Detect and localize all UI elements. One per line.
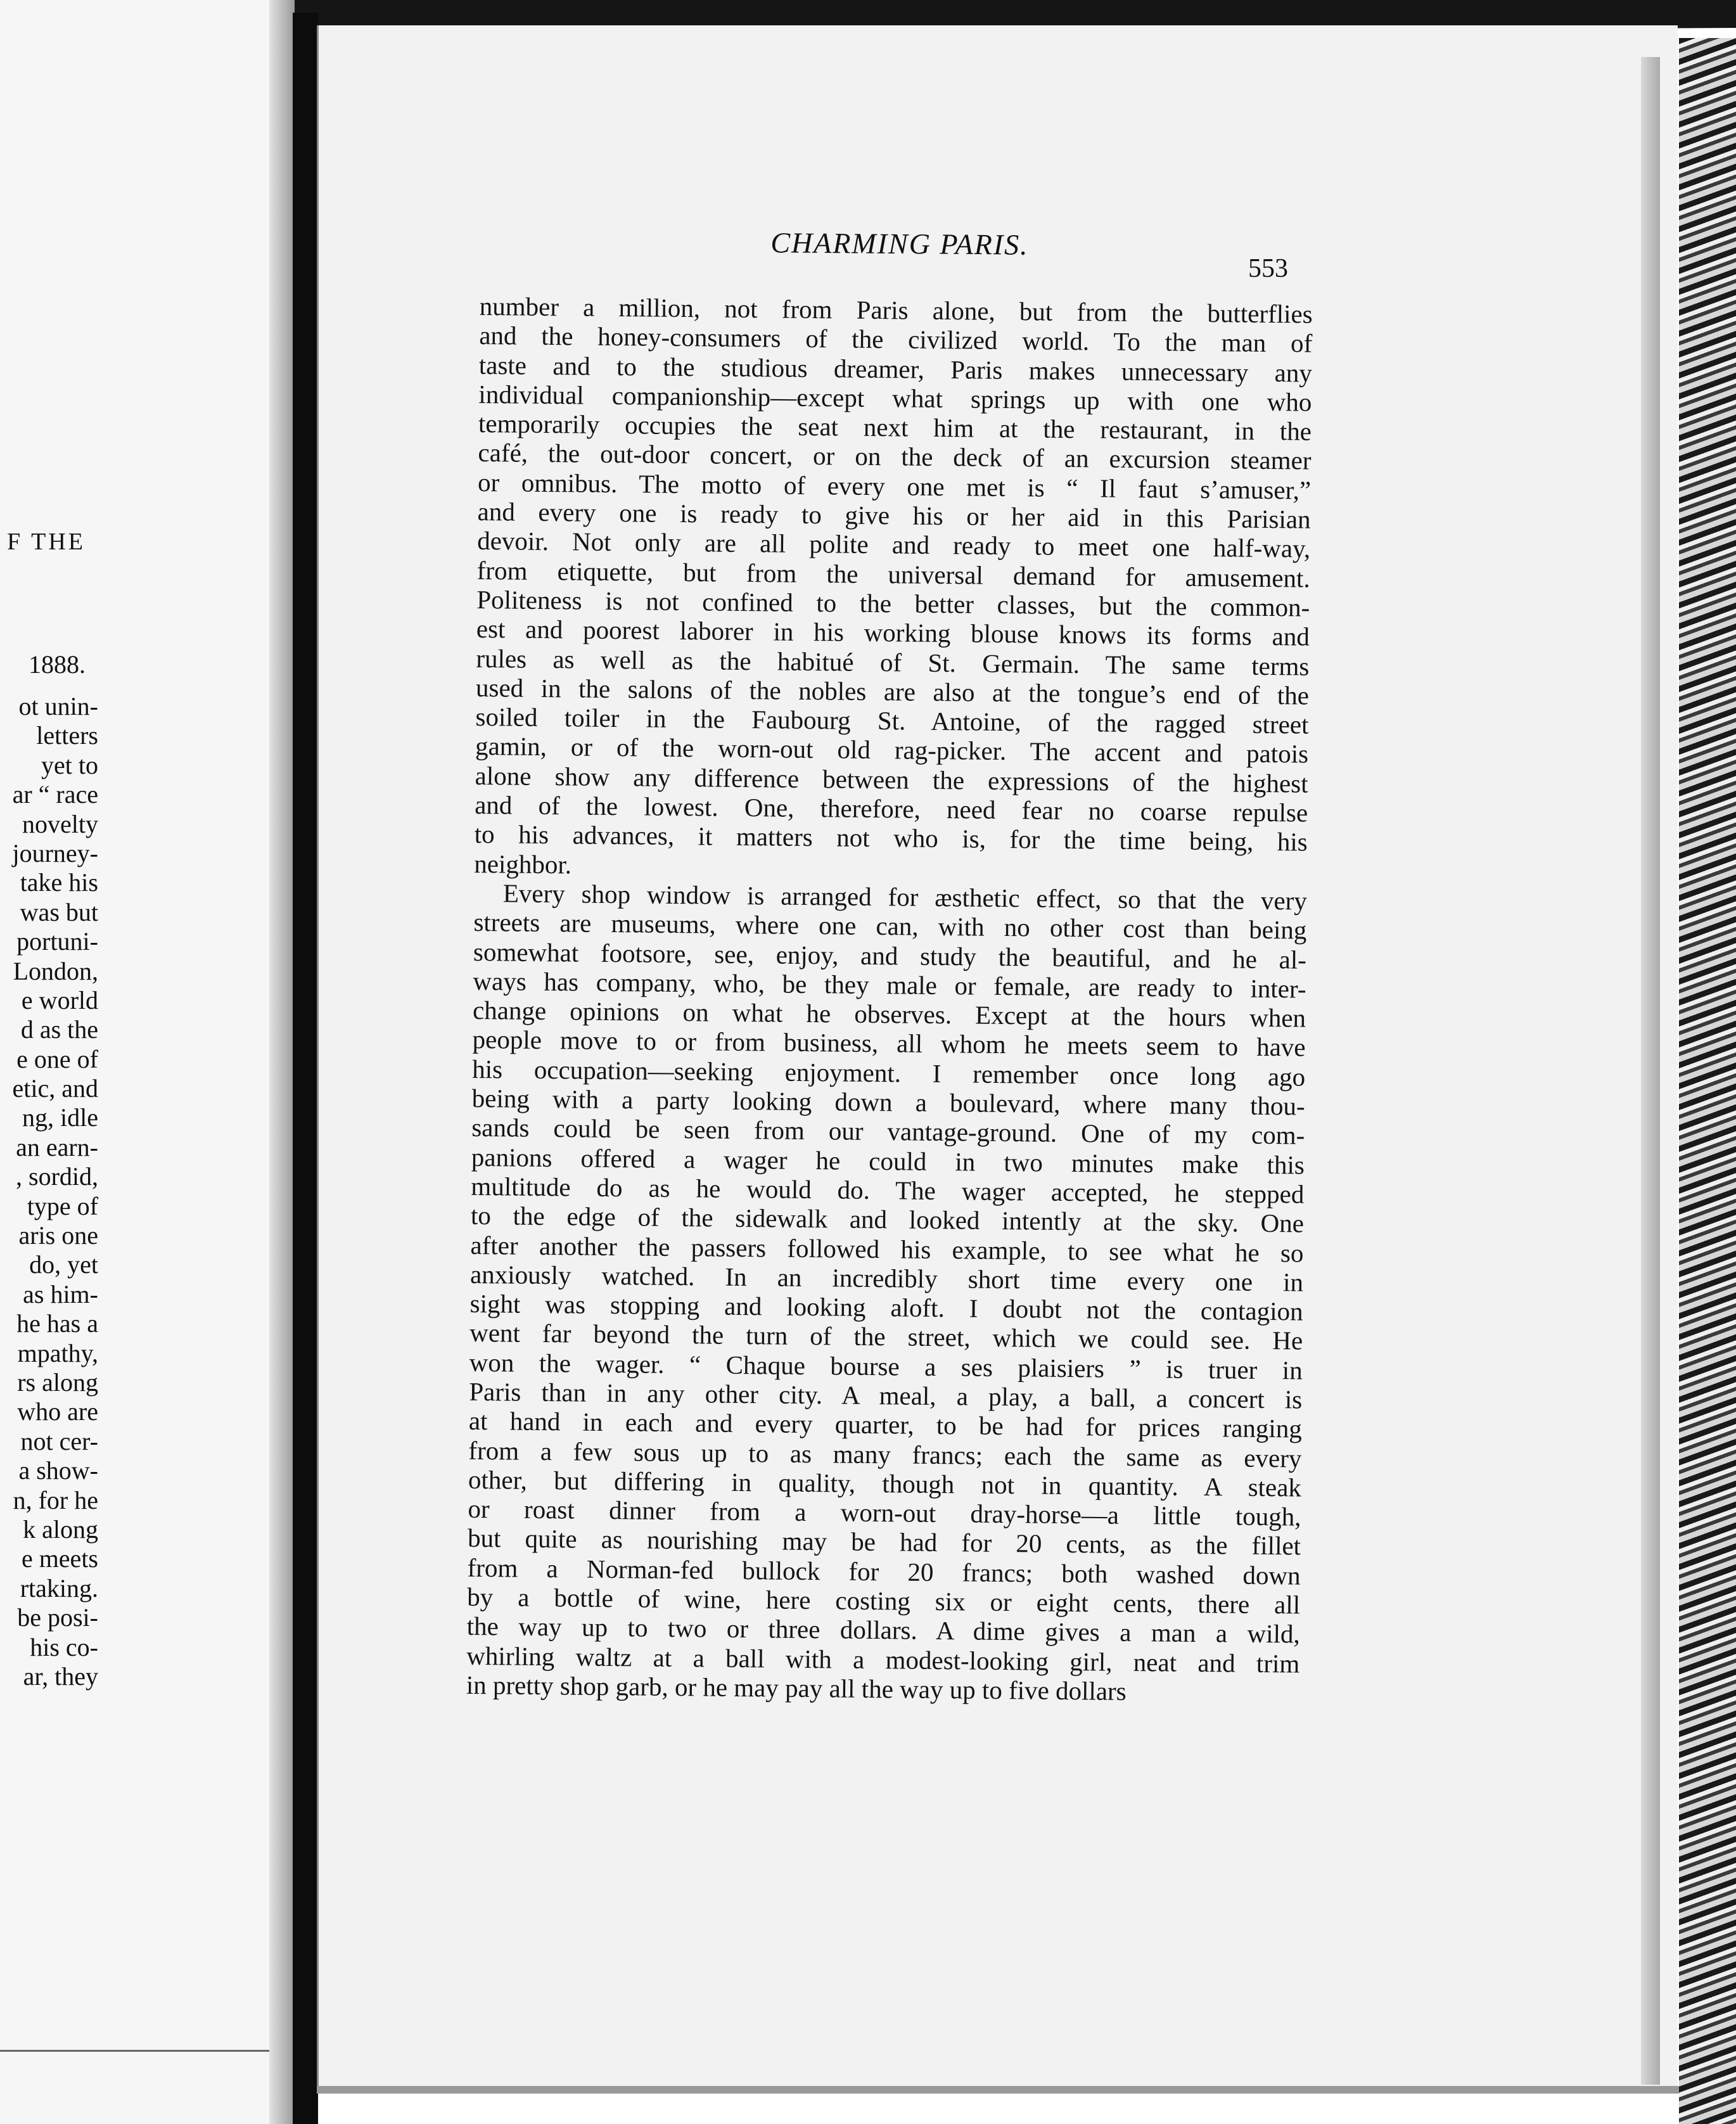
text-line: or roast dinner from a worn-out dray-horse—a little tough, — [468, 1494, 1301, 1532]
text-line: taste and to the studious dreamer, Paris makes unnecessary any — [478, 350, 1313, 388]
text-line: from a few sous up to as many francs; each the same as every — [468, 1435, 1302, 1473]
left-text-line: rs along — [17, 1367, 98, 1397]
page-stack-edge — [1641, 57, 1660, 2085]
text-line: to the edge of the sidewalk and looked intently at the sky. One — [470, 1201, 1305, 1238]
left-text-line: London, — [13, 956, 98, 985]
text-line: by a bottle of wine, here costing six or eight cents, there all — [467, 1582, 1301, 1620]
text-line: sight was stopping and looking aloft. I doubt not the contagion — [469, 1289, 1303, 1326]
left-text-line: who are — [17, 1397, 98, 1426]
left-text-line: e world — [21, 985, 98, 1014]
left-page-date: 1888. — [29, 650, 86, 679]
left-text-line: novelty — [22, 809, 98, 838]
text-line: his occupation—seeking enjoyment. I remember once long ago — [472, 1054, 1306, 1092]
text-line: being with a party looking down a boulevard, where many thou- — [471, 1083, 1305, 1121]
text-line: neighbor. — [474, 848, 572, 880]
text-line: and the honey-consumers of the civilized world. To the man of — [479, 321, 1313, 358]
left-text-line: journey- — [12, 838, 98, 867]
left-page — [0, 0, 289, 2124]
text-line: alone show any difference between the expressions of the highest — [475, 760, 1308, 798]
text-line: soiled toiler in the Faubourg St. Antoine, of the ragged street — [475, 702, 1309, 739]
text-line: anxiously watched. In an incredibly short time every one in — [469, 1259, 1304, 1297]
left-text-line: not cer- — [20, 1426, 98, 1455]
text-line: est and poorest laborer in his working blouse knows its forms and — [476, 614, 1310, 651]
left-text-line: e one of — [16, 1044, 98, 1073]
left-text-line: letters — [36, 721, 98, 750]
left-text-line: ng, idle — [22, 1103, 98, 1132]
left-text-line: be posi- — [17, 1603, 98, 1632]
left-text-line: etic, and — [12, 1074, 98, 1103]
text-line: used in the salons of the nobles are also at the tongue’s end of the — [475, 672, 1310, 710]
text-line: rules as well as the habitué of St. Germain. The same terms — [476, 643, 1310, 681]
left-text-line: was but — [20, 897, 98, 926]
left-text-line: ar, they — [23, 1661, 98, 1691]
left-text-line: an earn- — [16, 1132, 98, 1161]
text-line: multitude do as he would do. The wager accepted, he stepped — [471, 1171, 1305, 1209]
left-text-line: yet to — [41, 750, 98, 779]
text-line: streets are museums, where one can, with no other cost than being — [473, 907, 1307, 945]
paragraph-1 — [474, 291, 1313, 886]
text-line: the way up to two or three dollars. A dime gives a man a wild, — [466, 1611, 1300, 1649]
text-line: and of the lowest. One, therefore, need fear no coarse repulse — [475, 790, 1308, 828]
body-text — [466, 291, 1313, 1708]
text-line: sands could be seen from our vantage-ground. One of my com- — [471, 1113, 1305, 1150]
text-line: somewhat footsore, see, enjoy, and study the beautiful, and he al- — [473, 937, 1307, 975]
text-line: Every shop window is arranged for æsthetic effect, so that the very — [502, 878, 1308, 916]
page-number: 553 — [1248, 254, 1288, 283]
text-line: whirling waltz at a ball with a modest-looking girl, neat and trim — [466, 1641, 1300, 1679]
text-line: to his advances, it matters not who is, for the time being, his — [474, 819, 1308, 857]
right-page-bottom-edge — [317, 2086, 1679, 2094]
left-text-line: his co- — [30, 1632, 98, 1661]
text-line: after another the passers followed his example, to see what he so — [470, 1230, 1304, 1268]
paragraph-2 — [466, 878, 1307, 1708]
text-line: went far beyond the turn of the street, which we could see. He — [469, 1318, 1303, 1355]
book-spine — [293, 13, 318, 2124]
text-line: Politeness is not confined to the better classes, but the common- — [476, 584, 1310, 622]
left-text-line: ot unin- — [18, 692, 98, 720]
left-text-line: a show- — [18, 1456, 98, 1485]
left-text-line: , sordid, — [16, 1162, 98, 1191]
text-line: or omnibus. The motto of every one met is “ Il faut s’amuser,” — [477, 467, 1312, 505]
left-page-bottom-edge — [0, 2050, 274, 2061]
left-text-line: ar “ race — [12, 780, 98, 809]
text-line: ways has company, who, be they male or female, are ready to inter- — [473, 966, 1306, 1004]
text-line: from etiquette, but from the universal demand for amusement. — [476, 555, 1310, 593]
left-text-line: portuni- — [16, 927, 98, 956]
left-text-line: mpathy, — [17, 1338, 98, 1367]
left-page-header: F THE — [7, 528, 86, 555]
left-text-line: type of — [27, 1191, 98, 1220]
text-line: at hand in each and every quarter, to be had for prices ranging — [468, 1406, 1303, 1443]
running-head: CHARMING PARIS. — [770, 226, 1029, 261]
text-line: individual companionship—except what springs up with one who — [478, 379, 1312, 417]
left-text-line: as him- — [23, 1279, 98, 1308]
text-line: café, the out-door concert, or on the deck of an excursion steamer — [478, 438, 1312, 476]
text-line: in pretty shop garb, or he may pay all the way up to five dollars — [466, 1670, 1126, 1706]
left-text-line: rtaking. — [20, 1573, 98, 1603]
marbled-page-edge — [1679, 38, 1736, 2124]
text-line: gamin, or of the worn-out old rag-picker. The accent and patois — [475, 731, 1309, 769]
text-line: people move to or from business, all whom he meets seem to have — [472, 1025, 1306, 1062]
text-line: devoir. Not only are all polite and ready to meet one half-way, — [477, 526, 1311, 563]
left-text-line: aris one — [18, 1221, 98, 1250]
text-line: from a Norman-fed bullock for 20 francs; both washed down — [467, 1552, 1301, 1590]
left-text-line: he has a — [16, 1309, 98, 1338]
gutter-shadow — [269, 0, 295, 2124]
left-text-line: n, for he — [13, 1485, 98, 1514]
left-text-line: k along — [23, 1514, 98, 1544]
text-line: panions offered a wager he could in two minutes make this — [471, 1142, 1305, 1180]
left-text-line: e meets — [21, 1544, 98, 1573]
text-line: change opinions on what he observes. Except at the hours when — [472, 995, 1306, 1033]
left-text-line: d as the — [20, 1015, 98, 1044]
text-line: number a million, not from Paris alone, but from the butterflies — [479, 291, 1313, 329]
text-line: but quite as nourishing may be had for 20 cents, as the fillet — [467, 1523, 1301, 1561]
text-line: temporarily occupies the seat next him at the restaurant, in the — [478, 409, 1312, 446]
text-line: and every one is ready to give his or her aid in this Parisian — [477, 497, 1311, 534]
left-text-line: do, yet — [29, 1250, 98, 1279]
text-line: other, but differing in quality, though not in quantity. A steak — [468, 1464, 1302, 1502]
left-text-line: take his — [20, 868, 98, 897]
text-line: Paris than in any other city. A meal, a play, a ball, a concert is — [469, 1376, 1303, 1414]
left-page-text-column — [0, 692, 98, 1691]
text-line: won the wager. “ Chaque bourse a ses plaisiers ” is truer in — [469, 1347, 1303, 1385]
